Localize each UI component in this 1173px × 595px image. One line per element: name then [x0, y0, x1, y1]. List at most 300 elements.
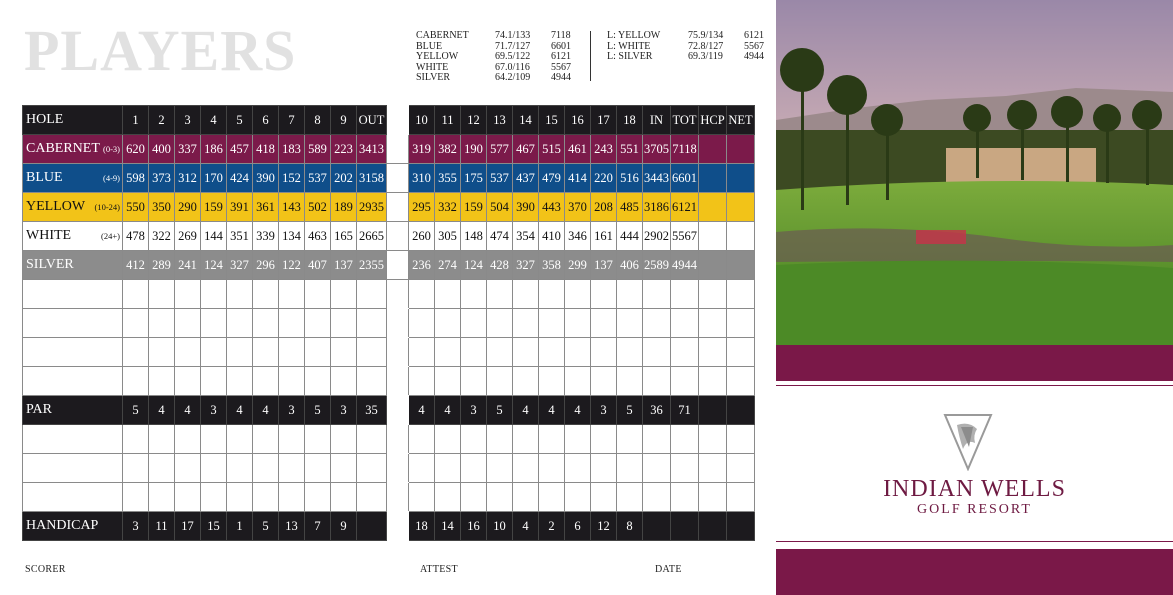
- column-spacer: [387, 251, 409, 280]
- score-entry-cell[interactable]: [671, 454, 699, 483]
- score-entry-cell[interactable]: [253, 454, 279, 483]
- score-entry-cell[interactable]: [201, 338, 227, 367]
- score-cell: 13: [487, 106, 513, 135]
- score-entry-cell[interactable]: [591, 309, 617, 338]
- score-cell: [727, 396, 755, 425]
- yardage-cell: [699, 164, 727, 193]
- score-entry-cell[interactable]: [123, 280, 149, 309]
- score-entry-cell[interactable]: [487, 367, 513, 396]
- yardage-cell: 2355: [357, 251, 387, 280]
- score-entry-cell[interactable]: [461, 309, 487, 338]
- score-cell: 5: [487, 396, 513, 425]
- yardage-cell: 175: [461, 164, 487, 193]
- score-entry-cell[interactable]: [331, 483, 357, 512]
- score-entry-cell[interactable]: [539, 454, 565, 483]
- score-entry-cell[interactable]: [253, 338, 279, 367]
- score-entry-cell[interactable]: [175, 280, 201, 309]
- yardage-cell: 236: [409, 251, 435, 280]
- score-entry-cell[interactable]: [727, 454, 755, 483]
- score-entry-cell[interactable]: [591, 454, 617, 483]
- yardage-cell: 183: [279, 135, 305, 164]
- yardage-cell: 2935: [357, 193, 387, 222]
- column-spacer: [387, 106, 409, 135]
- score-entry-cell[interactable]: [227, 338, 253, 367]
- player-name-cell[interactable]: [23, 483, 123, 512]
- yardage-cell: 7118: [671, 135, 699, 164]
- score-cell: OUT: [357, 106, 387, 135]
- yardage-cell: 502: [305, 193, 331, 222]
- score-entry-cell[interactable]: [149, 483, 175, 512]
- score-entry-cell[interactable]: [123, 367, 149, 396]
- score-entry-row[interactable]: [23, 367, 755, 396]
- yardage-cell: 437: [513, 164, 539, 193]
- score-entry-cell[interactable]: [643, 367, 671, 396]
- score-entry-cell[interactable]: [487, 454, 513, 483]
- yardage-cell: 289: [149, 251, 175, 280]
- score-entry-cell[interactable]: [435, 338, 461, 367]
- score-entry-cell[interactable]: [123, 454, 149, 483]
- score-entry-cell[interactable]: [357, 309, 387, 338]
- score-entry-cell[interactable]: [435, 425, 461, 454]
- score-cell: 18: [409, 512, 435, 541]
- score-entry-cell[interactable]: [357, 483, 387, 512]
- score-cell: [643, 512, 671, 541]
- page-title: PLAYERS: [24, 18, 297, 83]
- yardage-cell: 296: [253, 251, 279, 280]
- yardage-cell: 350: [149, 193, 175, 222]
- score-entry-cell[interactable]: [591, 483, 617, 512]
- score-entry-cell[interactable]: [565, 483, 591, 512]
- score-entry-cell[interactable]: [357, 367, 387, 396]
- score-entry-cell[interactable]: [409, 338, 435, 367]
- score-entry-cell[interactable]: [253, 425, 279, 454]
- yardage-cell: [727, 222, 755, 251]
- score-entry-cell[interactable]: [253, 367, 279, 396]
- tee-name: CABERNET: [26, 141, 100, 156]
- yardage-cell: 346: [565, 222, 591, 251]
- rating-tee: L: YELLOW: [607, 30, 661, 41]
- score-entry-cell[interactable]: [591, 425, 617, 454]
- score-entry-row[interactable]: [23, 483, 755, 512]
- score-entry-cell[interactable]: [305, 338, 331, 367]
- tee-row-label: [23, 135, 123, 164]
- score-cell: 4: [149, 396, 175, 425]
- score-cell: 10: [409, 106, 435, 135]
- tee-handicap-range: (4-9): [103, 173, 120, 183]
- yardage-cell: [727, 193, 755, 222]
- score-entry-cell[interactable]: [227, 483, 253, 512]
- yardage-cell: 504: [487, 193, 513, 222]
- score-cell: 4: [409, 396, 435, 425]
- score-entry-cell[interactable]: [409, 309, 435, 338]
- score-entry-cell[interactable]: [305, 454, 331, 483]
- score-cell: 71: [671, 396, 699, 425]
- score-entry-cell[interactable]: [539, 280, 565, 309]
- yardage-cell: 400: [149, 135, 175, 164]
- yardage-cell: 515: [539, 135, 565, 164]
- yardage-cell: 406: [617, 251, 643, 280]
- score-entry-cell[interactable]: [727, 280, 755, 309]
- yardage-cell: 305: [435, 222, 461, 251]
- score-entry-cell[interactable]: [513, 483, 539, 512]
- score-entry-cell[interactable]: [513, 338, 539, 367]
- score-cell: 9: [331, 512, 357, 541]
- tee-handicap-range: (24+): [101, 231, 120, 241]
- tee-row: [23, 222, 755, 251]
- score-entry-cell[interactable]: [643, 309, 671, 338]
- score-entry-cell[interactable]: [617, 483, 643, 512]
- yardage-cell: 598: [123, 164, 149, 193]
- score-entry-cell[interactable]: [461, 425, 487, 454]
- score-entry-cell[interactable]: [565, 367, 591, 396]
- score-entry-cell[interactable]: [513, 280, 539, 309]
- score-entry-cell[interactable]: [387, 338, 409, 367]
- score-entry-cell[interactable]: [227, 454, 253, 483]
- player-name-cell[interactable]: [23, 309, 123, 338]
- score-entry-cell[interactable]: [727, 425, 755, 454]
- score-entry-cell[interactable]: [305, 483, 331, 512]
- yardage-cell: 3413: [357, 135, 387, 164]
- score-entry-cell[interactable]: [591, 367, 617, 396]
- score-entry-cell[interactable]: [643, 280, 671, 309]
- score-entry-cell[interactable]: [699, 338, 727, 367]
- score-entry-cell[interactable]: [331, 280, 357, 309]
- score-entry-cell[interactable]: [539, 338, 565, 367]
- yardage-cell: 589: [305, 135, 331, 164]
- tee-row: [23, 251, 755, 280]
- score-entry-cell[interactable]: [565, 454, 591, 483]
- score-entry-cell[interactable]: [331, 367, 357, 396]
- score-entry-row[interactable]: [23, 280, 755, 309]
- score-cell: 36: [643, 396, 671, 425]
- score-entry-cell[interactable]: [643, 454, 671, 483]
- score-entry-cell[interactable]: [487, 425, 513, 454]
- scorecard-table: [22, 105, 755, 541]
- yardage-cell: 319: [409, 135, 435, 164]
- score-entry-cell[interactable]: [331, 454, 357, 483]
- score-cell: 16: [565, 106, 591, 135]
- score-entry-cell[interactable]: [539, 483, 565, 512]
- score-cell: 3: [175, 106, 201, 135]
- score-entry-cell[interactable]: [513, 425, 539, 454]
- score-entry-cell[interactable]: [409, 454, 435, 483]
- score-cell: 17: [591, 106, 617, 135]
- score-entry-cell[interactable]: [671, 280, 699, 309]
- score-entry-cell[interactable]: [699, 483, 727, 512]
- yardage-cell: 358: [539, 251, 565, 280]
- rating-yards: 5567: [551, 61, 571, 73]
- score-entry-cell[interactable]: [727, 309, 755, 338]
- column-spacer: [387, 193, 409, 222]
- score-entry-cell[interactable]: [279, 367, 305, 396]
- score-cell: 2: [539, 512, 565, 541]
- score-entry-cell[interactable]: [331, 425, 357, 454]
- player-name-cell[interactable]: [23, 425, 123, 454]
- score-entry-cell[interactable]: [565, 309, 591, 338]
- score-entry-cell[interactable]: [435, 280, 461, 309]
- score-entry-cell[interactable]: [435, 483, 461, 512]
- score-entry-cell[interactable]: [305, 309, 331, 338]
- player-name-cell[interactable]: [23, 454, 123, 483]
- yardage-cell: 474: [487, 222, 513, 251]
- score-cell: 10: [487, 512, 513, 541]
- score-entry-cell[interactable]: [123, 309, 149, 338]
- yardage-cell: 3443: [643, 164, 671, 193]
- score-cell: 4: [253, 396, 279, 425]
- score-entry-cell[interactable]: [565, 425, 591, 454]
- player-name-cell[interactable]: [23, 280, 123, 309]
- score-entry-cell[interactable]: [435, 454, 461, 483]
- score-entry-cell[interactable]: [699, 367, 727, 396]
- rating-value: 71.7/127: [495, 40, 531, 52]
- course-photo: [776, 0, 1173, 345]
- score-entry-cell[interactable]: [727, 367, 755, 396]
- score-entry-cell[interactable]: [387, 425, 409, 454]
- score-entry-cell[interactable]: [357, 338, 387, 367]
- yardage-cell: 310: [409, 164, 435, 193]
- score-entry-cell[interactable]: [175, 367, 201, 396]
- score-entry-cell[interactable]: [539, 367, 565, 396]
- score-entry-cell[interactable]: [387, 309, 409, 338]
- score-entry-cell[interactable]: [617, 367, 643, 396]
- rating-value: 72.8/127: [688, 40, 724, 52]
- yardage-cell: 407: [305, 251, 331, 280]
- tee-row-label: [23, 164, 123, 193]
- yardage-cell: 467: [513, 135, 539, 164]
- yardage-cell: 148: [461, 222, 487, 251]
- yardage-cell: 2589: [643, 251, 671, 280]
- score-entry-cell[interactable]: [617, 338, 643, 367]
- player-name-cell[interactable]: [23, 367, 123, 396]
- score-entry-cell[interactable]: [227, 425, 253, 454]
- score-entry-cell[interactable]: [253, 483, 279, 512]
- score-entry-cell[interactable]: [201, 483, 227, 512]
- attest-label: ATTEST: [420, 564, 458, 575]
- score-cell: TOT: [671, 106, 699, 135]
- score-entry-cell[interactable]: [617, 309, 643, 338]
- score-entry-cell[interactable]: [539, 425, 565, 454]
- score-entry-cell[interactable]: [175, 309, 201, 338]
- score-entry-cell[interactable]: [409, 280, 435, 309]
- score-entry-cell[interactable]: [387, 367, 409, 396]
- score-entry-cell[interactable]: [201, 454, 227, 483]
- score-entry-cell[interactable]: [699, 425, 727, 454]
- yardage-cell: 551: [617, 135, 643, 164]
- score-entry-row[interactable]: [23, 454, 755, 483]
- score-entry-cell[interactable]: [123, 425, 149, 454]
- yardage-cell: 428: [487, 251, 513, 280]
- score-entry-cell[interactable]: [175, 454, 201, 483]
- score-entry-cell[interactable]: [149, 309, 175, 338]
- score-entry-cell[interactable]: [149, 280, 175, 309]
- score-entry-cell[interactable]: [643, 425, 671, 454]
- score-entry-cell[interactable]: [201, 309, 227, 338]
- score-entry-cell[interactable]: [513, 367, 539, 396]
- score-entry-cell[interactable]: [175, 338, 201, 367]
- score-entry-cell[interactable]: [227, 309, 253, 338]
- score-entry-cell[interactable]: [487, 280, 513, 309]
- score-entry-cell[interactable]: [671, 309, 699, 338]
- score-entry-cell[interactable]: [387, 454, 409, 483]
- score-entry-cell[interactable]: [617, 425, 643, 454]
- score-entry-cell[interactable]: [409, 483, 435, 512]
- score-entry-cell[interactable]: [727, 338, 755, 367]
- yardage-cell: 463: [305, 222, 331, 251]
- score-entry-cell[interactable]: [699, 309, 727, 338]
- yardage-cell: 137: [591, 251, 617, 280]
- score-entry-cell[interactable]: [253, 280, 279, 309]
- score-entry-cell[interactable]: [227, 367, 253, 396]
- score-entry-cell[interactable]: [671, 483, 699, 512]
- score-entry-cell[interactable]: [305, 425, 331, 454]
- score-entry-cell[interactable]: [565, 338, 591, 367]
- score-entry-row[interactable]: [23, 338, 755, 367]
- score-entry-cell[interactable]: [175, 483, 201, 512]
- score-entry-cell[interactable]: [279, 338, 305, 367]
- score-entry-cell[interactable]: [201, 425, 227, 454]
- score-entry-cell[interactable]: [461, 454, 487, 483]
- score-entry-cell[interactable]: [279, 425, 305, 454]
- score-cell: 17: [175, 512, 201, 541]
- tee-name: BLUE: [26, 170, 63, 185]
- yardage-cell: 516: [617, 164, 643, 193]
- score-entry-cell[interactable]: [461, 338, 487, 367]
- score-entry-cell[interactable]: [279, 280, 305, 309]
- yardage-cell: 418: [253, 135, 279, 164]
- score-entry-cell[interactable]: [331, 309, 357, 338]
- score-cell: 1: [123, 106, 149, 135]
- yardage-cell: [727, 164, 755, 193]
- score-cell: 3: [123, 512, 149, 541]
- score-entry-cell[interactable]: [565, 280, 591, 309]
- column-spacer: [387, 396, 409, 425]
- rating-tee: YELLOW: [416, 51, 459, 63]
- score-entry-cell[interactable]: [435, 367, 461, 396]
- rating-value: 67.0/116: [495, 61, 530, 73]
- score-entry-cell[interactable]: [201, 367, 227, 396]
- score-entry-cell[interactable]: [279, 483, 305, 512]
- hole-header-row: [23, 106, 755, 135]
- yardage-cell: [699, 222, 727, 251]
- yardage-cell: 165: [331, 222, 357, 251]
- score-entry-cell[interactable]: [305, 280, 331, 309]
- score-entry-cell[interactable]: [699, 280, 727, 309]
- yardage-cell: 444: [617, 222, 643, 251]
- rating-value: 69.3/119: [688, 51, 723, 63]
- score-entry-cell[interactable]: [699, 454, 727, 483]
- score-entry-cell[interactable]: [409, 367, 435, 396]
- score-cell: 12: [591, 512, 617, 541]
- score-entry-cell[interactable]: [387, 483, 409, 512]
- score-entry-cell[interactable]: [671, 367, 699, 396]
- tee-handicap-range: (10-24): [94, 202, 120, 212]
- score-entry-cell[interactable]: [539, 309, 565, 338]
- score-entry-row[interactable]: [23, 309, 755, 338]
- scorer-label: SCORER: [25, 564, 66, 575]
- score-entry-cell[interactable]: [227, 280, 253, 309]
- score-entry-cell[interactable]: [487, 338, 513, 367]
- score-entry-cell[interactable]: [643, 483, 671, 512]
- score-entry-cell[interactable]: [149, 425, 175, 454]
- yardage-cell: 354: [513, 222, 539, 251]
- yardage-cell: 457: [227, 135, 253, 164]
- score-entry-cell[interactable]: [671, 338, 699, 367]
- score-entry-cell[interactable]: [279, 454, 305, 483]
- yardage-cell: 351: [227, 222, 253, 251]
- score-entry-cell[interactable]: [305, 367, 331, 396]
- score-entry-cell[interactable]: [591, 338, 617, 367]
- yardage-cell: 3158: [357, 164, 387, 193]
- score-entry-row[interactable]: [23, 425, 755, 454]
- score-entry-cell[interactable]: [123, 483, 149, 512]
- score-entry-cell[interactable]: [727, 483, 755, 512]
- par-row: [23, 396, 755, 425]
- tee-handicap-range: (0-3): [103, 144, 120, 154]
- yardage-cell: 332: [435, 193, 461, 222]
- score-entry-cell[interactable]: [513, 454, 539, 483]
- score-entry-cell[interactable]: [461, 483, 487, 512]
- score-entry-cell[interactable]: [461, 367, 487, 396]
- score-cell: 35: [357, 396, 387, 425]
- score-entry-cell[interactable]: [487, 483, 513, 512]
- yardage-cell: 537: [305, 164, 331, 193]
- player-name-cell[interactable]: [23, 338, 123, 367]
- score-entry-cell[interactable]: [253, 309, 279, 338]
- score-entry-cell[interactable]: [357, 280, 387, 309]
- score-entry-cell[interactable]: [617, 454, 643, 483]
- score-cell: NET: [727, 106, 755, 135]
- score-entry-cell[interactable]: [279, 309, 305, 338]
- score-entry-cell[interactable]: [513, 309, 539, 338]
- score-entry-cell[interactable]: [671, 425, 699, 454]
- yardage-cell: 414: [565, 164, 591, 193]
- score-cell: [357, 512, 387, 541]
- score-entry-cell[interactable]: [149, 454, 175, 483]
- score-entry-cell[interactable]: [331, 338, 357, 367]
- score-entry-cell[interactable]: [387, 280, 409, 309]
- score-entry-cell[interactable]: [149, 338, 175, 367]
- tee-name: WHITE: [26, 228, 72, 243]
- score-entry-cell[interactable]: [201, 280, 227, 309]
- score-entry-cell[interactable]: [591, 280, 617, 309]
- score-entry-cell[interactable]: [175, 425, 201, 454]
- yardage-cell: 189: [331, 193, 357, 222]
- tee-row-label: [23, 251, 123, 280]
- yardage-cell: 161: [591, 222, 617, 251]
- score-entry-cell[interactable]: [357, 425, 387, 454]
- yardage-cell: 361: [253, 193, 279, 222]
- score-entry-cell[interactable]: [643, 338, 671, 367]
- yardage-cell: 537: [487, 164, 513, 193]
- score-entry-cell[interactable]: [149, 367, 175, 396]
- score-entry-cell[interactable]: [435, 309, 461, 338]
- yardage-cell: 370: [565, 193, 591, 222]
- score-entry-cell[interactable]: [617, 280, 643, 309]
- yardage-cell: 2902: [643, 222, 671, 251]
- score-cell: 11: [435, 106, 461, 135]
- yardage-cell: 243: [591, 135, 617, 164]
- score-entry-cell[interactable]: [357, 454, 387, 483]
- score-entry-cell[interactable]: [409, 425, 435, 454]
- yardage-cell: 337: [175, 135, 201, 164]
- yardage-cell: 220: [591, 164, 617, 193]
- score-entry-cell[interactable]: [461, 280, 487, 309]
- rating-yards: 4944: [551, 72, 571, 84]
- score-entry-cell[interactable]: [123, 338, 149, 367]
- score-entry-cell[interactable]: [487, 309, 513, 338]
- score-cell: 5: [305, 396, 331, 425]
- yardage-cell: 479: [539, 164, 565, 193]
